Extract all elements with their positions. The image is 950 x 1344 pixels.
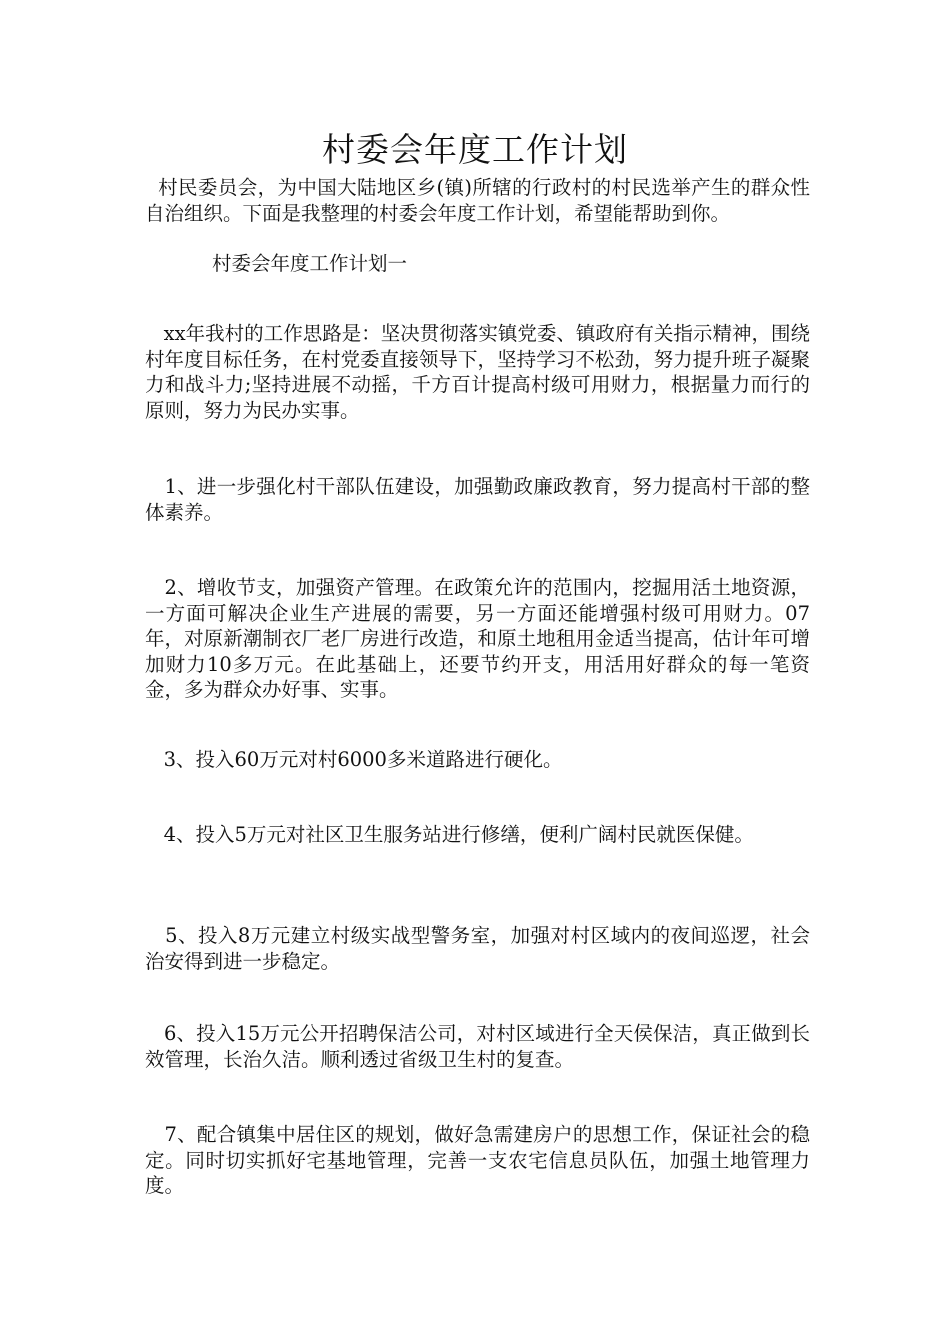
plan-item-2: 2、增收节支，加强资产管理。在政策允许的范围内，挖掘用活土地资源，一方面可解决企业生产进展的需要，另一方面还能增强村级可用财力。07年，对原新潮制衣厂老厂房进行改造，和原土地租用金适当提高，估计年可增加财力10多万元。在此基础上，还要节约开支，用活用好群众的每一笔资金，多为群众办好事、实事。 (145, 576, 810, 701)
intro-paragraph: 村民委员会，为中国大陆地区乡(镇)所辖的行政村的村民选举产生的群众性自治组织。下面是我整理的村委会年度工作计划，希望能帮助到你。 (145, 176, 810, 225)
document-title: 村委会年度工作计划 (322, 130, 628, 169)
plan-item-1: 1、进一步强化村干部队伍建设，加强勤政廉政教育，努力提高村干部的整体素养。 (145, 475, 810, 524)
plan-item-6: 6、投入15万元公开招聘保洁公司，对村区域进行全天侯保洁，真正做到长效管理，长治久洁。顺利透过省级卫生村的复查。 (145, 1022, 810, 1071)
section-heading: 村委会年度工作计划一 (212, 252, 408, 275)
plan-item-7: 7、配合镇集中居住区的规划，做好急需建房户的思想工作，保证社会的稳定。同时切实抓好宅基地管理，完善一支农宅信息员队伍，加强土地管理力度。 (145, 1123, 810, 1197)
work-ideas-paragraph: xx年我村的工作思路是：坚决贯彻落实镇党委、镇政府有关指示精神，围绕村年度目标任务，在村党委直接领导下，坚持学习不松劲，努力提升班子凝聚力和战斗力;坚持进展不动摇，千方百计提高村级可用财力，根据量力而行的原则，努力为民办实事。 (145, 322, 810, 422)
plan-item-3: 3、投入60万元对村6000多米道路进行硬化。 (145, 748, 563, 771)
plan-item-5: 5、投入8万元建立村级实战型警务室，加强对村区域内的夜间巡逻，社会治安得到进一步稳定。 (145, 924, 810, 973)
plan-item-4: 4、投入5万元对社区卫生服务站进行修缮，便利广阔村民就医保健。 (145, 823, 754, 846)
